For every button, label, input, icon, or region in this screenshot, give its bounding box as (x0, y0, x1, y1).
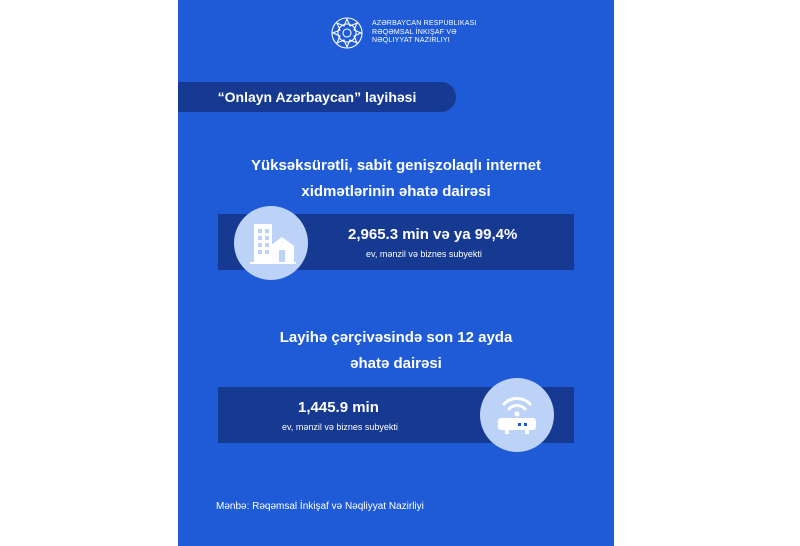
ministry-name-line1: AZƏRBAYCAN RESPUBLIKASI (372, 20, 477, 27)
section2-value: 1,445.9 min (298, 399, 379, 416)
source-note: Mənbə: Rəqəmsal İnkişaf və Nəqliyyat Nazirliyi (216, 501, 424, 512)
section2-caption: ev, mənzil və biznes subyekti (282, 422, 398, 432)
wifi-router-icon (480, 378, 554, 452)
project-title: “Onlayn Azərbaycan” layihəsi (217, 89, 417, 105)
section2-icon-circle (480, 378, 554, 452)
ministry-name-line3: NƏQLIYYAT NAZIRLIYI (372, 37, 450, 44)
ministry-name (372, 20, 492, 46)
section2-heading (198, 325, 594, 377)
buildings-icon (234, 206, 308, 280)
infographic-poster (178, 0, 614, 546)
section1-heading-line2: xidmətlərinin əhatə dairəsi (301, 183, 491, 200)
section1-heading (198, 153, 594, 205)
project-banner (178, 82, 456, 112)
section2-heading-line1: Layihə çərçivəsində son 12 ayda (279, 329, 513, 346)
ministry-logo (330, 14, 480, 56)
section1-icon-circle (234, 206, 308, 280)
section1-caption: ev, mənzil və biznes subyekti (366, 249, 482, 259)
ministry-emblem-icon (330, 16, 364, 50)
ministry-name-line2: RƏQƏMSAL İNKIŞAF VƏ (372, 28, 457, 36)
section1-heading-line1: Yüksəksürətli, sabit genişzolaqlı internet (250, 157, 542, 174)
section1-value: 2,965.3 min və ya 99,4% (348, 226, 518, 243)
section2-heading-line2: əhatə dairəsi (350, 355, 442, 372)
